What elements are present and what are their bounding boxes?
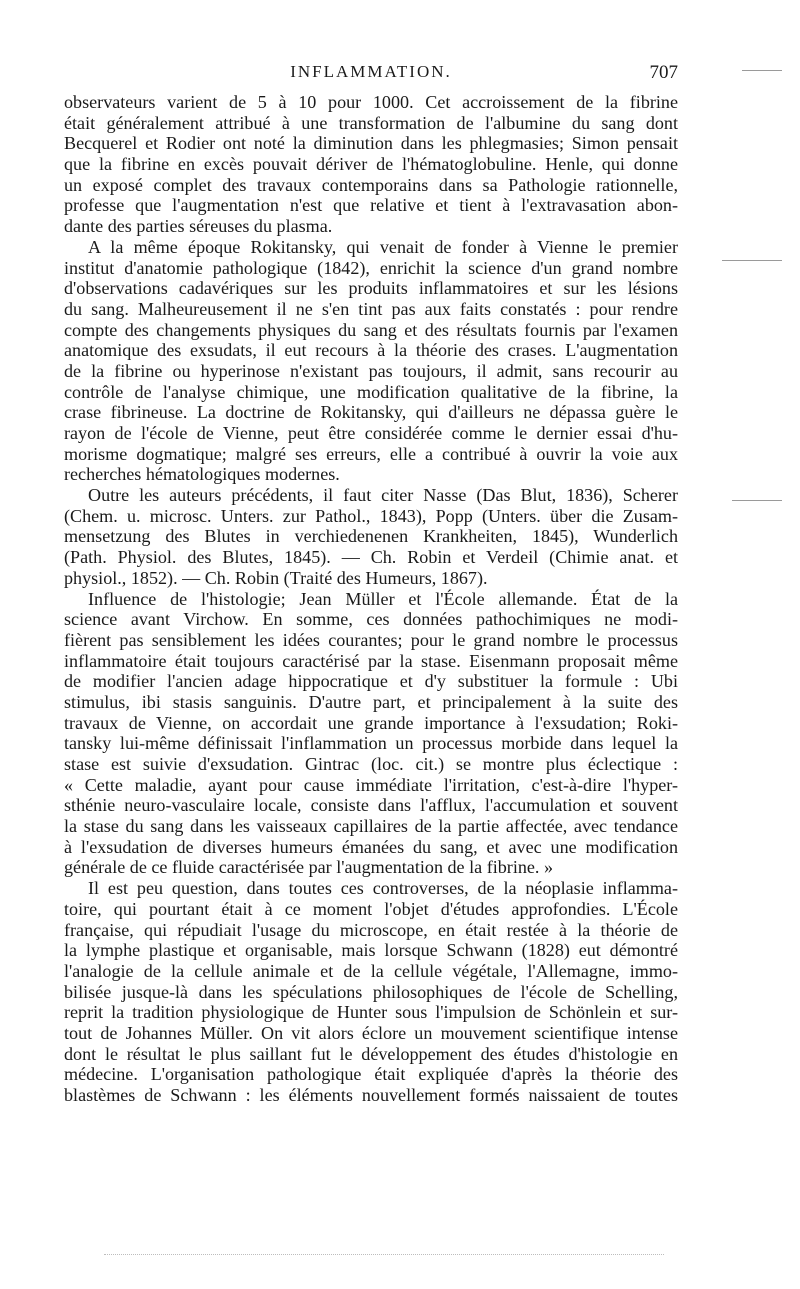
footer-rule [104, 1254, 664, 1255]
text-line: l'analogie de la cellule animale et de la cellule végétale, l'Allemagne, immo- [64, 960, 678, 981]
text-line: sthénie neuro-vasculaire locale, consiste dans l'afflux, l'accumulation et souvent [64, 795, 678, 816]
text-line: professe que l'augmentation n'est que relative et tient à l'extravasation abon- [64, 195, 678, 216]
text-line: morisme dogmatique; malgré ses erreurs, elle a contribué à ouvrir la voie aux [64, 443, 678, 464]
text-line: dante des parties séreuses du plasma. [64, 216, 333, 237]
margin-mark [742, 70, 782, 71]
text-line: observateurs varient de 5 à 10 pour 1000. Cet accroissement de la fibrine [64, 92, 678, 112]
text-line: physiol., 1852). — Ch. Robin (Traité des Humeurs, 1867). [64, 567, 488, 588]
text-line: que la fibrine en excès pouvait dériver de l'hématoglobuline. Henle, qui donne [64, 154, 678, 175]
text-line: la lymphe plastique et organisable, mais lorsque Schwann (1828) eut démontré [64, 940, 678, 961]
book-page [64, 0, 678, 1289]
text-line: était généralement attribué à une transformation de l'albumine du sang dont [64, 112, 678, 133]
text-line: mensetzung des Blutes in verchiedenenen Krankheiten, 1845), Wunderlich [64, 526, 678, 547]
text-line: Outre les auteurs précédents, il faut citer Nasse (Das Blut, 1836), Scherer [88, 485, 678, 506]
text-line: dont le résultat le plus saillant fut le développement des études d'histologie en [64, 1043, 678, 1064]
running-head [64, 62, 678, 86]
text-line: bilisée jusque-là dans les spéculations philosophiques de l'école de Schelling, [64, 981, 678, 1002]
text-line: inflammatoire était toujours caractérisé par la stase. Eisenmann proposait même [64, 650, 678, 671]
text-line: compte des changements physiques du sang et des résultats fournis par l'examen [64, 319, 678, 340]
text-line: à l'exsudation de diverses humeurs émanées du sang, et avec une modification [64, 836, 678, 857]
text-line: toire, qui pourtant était à ce moment l'objet d'études approfondies. L'École [64, 898, 678, 919]
text-line: Becquerel et Rodier ont noté la diminution dans les phlegmasies; Simon pensait [64, 133, 678, 154]
text-line: rayon de l'école de Vienne, peut être considérée comme le dernier essai d'hu- [64, 423, 678, 443]
text-line: (Chem. u. microsc. Unters. zur Pathol., 1843), Popp (Unters. über die Zusam- [64, 505, 678, 526]
text-line: (Path. Physiol. des Blutes, 1845). — Ch. Robin et Verdeil (Chimie anat. et [64, 547, 678, 568]
text-line: de modifier l'ancien adage hippocratique et d'y substituer la formule : Ubi [64, 671, 678, 692]
running-title: INFLAMMATION. [290, 62, 452, 81]
text-line: recherches hématologiques modernes. [64, 464, 340, 485]
text-line: fièrent pas sensiblement les idées courantes; pour le grand nombre le processus [64, 629, 678, 650]
body-text [64, 92, 678, 1106]
margin-marks [702, 60, 792, 560]
margin-mark [722, 260, 782, 261]
text-line: générale de ce fluide caractérisée par l'augmentation de la fibrine. » [64, 857, 554, 878]
text-line: un exposé complet des travaux contemporains dans sa Pathologie rationnelle, [64, 174, 678, 195]
text-line: du sang. Malheureusement il ne s'en tint pas aux faits constatés : pour rendre [64, 298, 678, 319]
page-number: 707 [649, 62, 678, 83]
text-line: stase est suivie d'exsudation. Gintrac (loc. cit.) se montre plus éclectique : [64, 754, 678, 774]
text-line: crase fibrineuse. La doctrine de Rokitansky, qui d'ailleurs ne dépassa guère le [64, 402, 678, 423]
text-line: stimulus, ibi stasis sanguinis. D'autre part, et principalement à la suite des [64, 691, 678, 712]
text-line: Il est peu question, dans toutes ces controverses, de la néoplasie inflamma- [88, 878, 678, 899]
text-line: science avant Virchow. En somme, ces données pathochimiques ne modi- [64, 609, 678, 630]
margin-mark [732, 500, 782, 501]
text-line: Influence de l'histologie; Jean Müller et l'École allemande. État de la [88, 588, 678, 609]
text-line: de la fibrine ou hyperinose n'existant pas toujours, il admit, sans recourir au [64, 360, 678, 381]
text-line: médecine. L'organisation pathologique était expliquée d'après la théorie des [64, 1064, 678, 1085]
text-line: blastèmes de Schwann : les éléments nouvellement formés naissaient de toutes [64, 1085, 678, 1105]
text-line: A la même époque Rokitansky, qui venait de fonder à Vienne le premier [88, 236, 678, 257]
text-line: contrôle de l'analyse chimique, une modification qualitative de la fibrine, la [64, 381, 678, 402]
text-line: tout de Johannes Müller. On vit alors éclore un mouvement scientifique intense [64, 1022, 678, 1043]
text-line: la stase du sang dans les vaisseaux capillaires de la partie affectée, avec tendance [64, 816, 678, 837]
text-line: d'observations cadavériques sur les produits inflammatoires et sur les lésions [64, 278, 678, 299]
text-line: « Cette maladie, ayant pour cause immédiate l'irritation, c'est-à-dire l'hyper- [64, 774, 678, 795]
text-line: anatomique des exsudats, il eut recours à la théorie des crases. L'augmentation [64, 340, 678, 361]
text-line: institut d'anatomie pathologique (1842), enrichit la science d'un grand nombre [64, 257, 678, 278]
text-line: reprit la tradition physiologique de Hunter sous l'impulsion de Schönlein et sur- [64, 1002, 678, 1023]
text-line: française, qui répudiait l'usage du microscope, en était restée à la théorie de [64, 919, 678, 940]
text-line: tansky lui-même définissait l'inflammation un processus morbide dans lequel la [64, 733, 678, 754]
text-line: travaux de Vienne, on accordait une grande importance à l'exsudation; Roki- [64, 712, 678, 733]
